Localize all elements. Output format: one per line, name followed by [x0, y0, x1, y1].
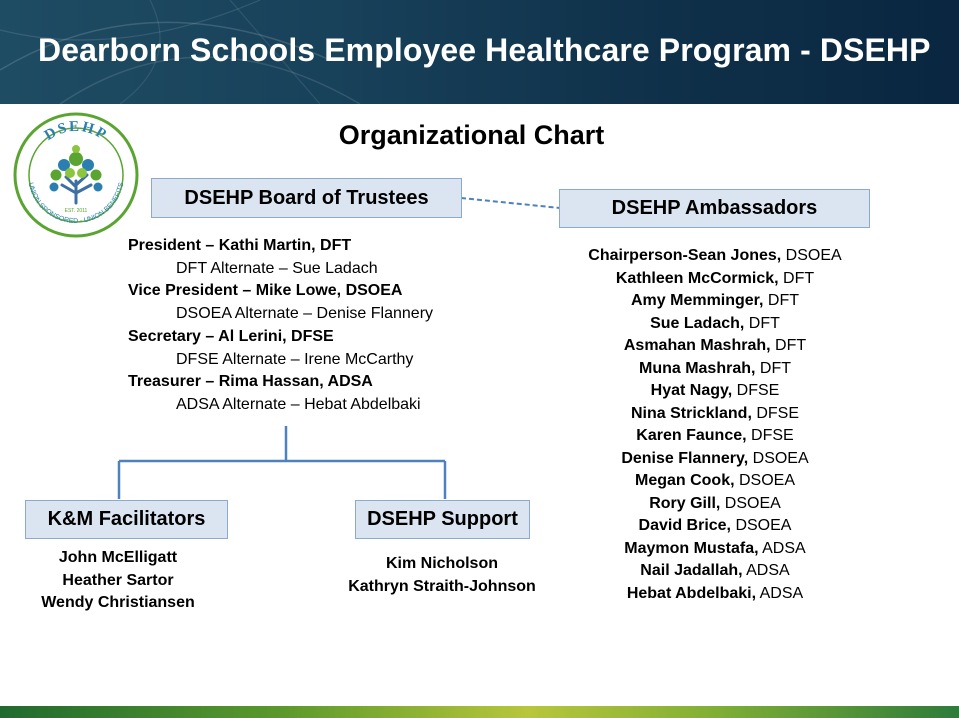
ambassador-org: DFSE — [732, 382, 780, 399]
ambassador-name: Hebat Abdelbaki, — [626, 584, 757, 602]
trustee-officer: Secretary – Al Lerini, DFSE — [128, 327, 334, 345]
ambassador-org: DFSE — [746, 427, 794, 444]
ambassador-org: DFT — [778, 269, 815, 287]
ambassadors-box: DSEHP Ambassadors — [559, 189, 870, 228]
logo-top-text: DSEHP — [41, 118, 111, 144]
list-item — [585, 493, 845, 516]
trustee-alternate: DFSE Alternate – Irene McCarthy — [176, 350, 414, 368]
chart-title: Organizational Chart — [338, 120, 605, 150]
list-item — [585, 268, 845, 291]
list-item — [585, 538, 845, 561]
ambassador-org: DSOEA — [734, 472, 796, 489]
trustee-alternate: DFT Alternate – Sue Ladach — [176, 259, 378, 277]
ambassadors-list — [585, 245, 845, 605]
trustee-officer: Vice President – Mike Lowe, DSOEA — [128, 282, 403, 300]
support-box: DSEHP Support — [355, 500, 530, 539]
ambassador-name: Muna Mashrah, — [638, 359, 756, 377]
list-item — [585, 583, 845, 606]
ambassador-name: Kathleen McCormick, — [615, 269, 779, 287]
dashed-connector — [461, 198, 560, 208]
ambassador-name: Denise Flannery, — [621, 449, 749, 467]
list-item — [585, 560, 845, 583]
list-item — [585, 515, 845, 538]
list-item — [585, 380, 845, 403]
list-item — [585, 335, 845, 358]
ambassador-org: ADSA — [758, 539, 806, 557]
ambassador-name: Rory Gill, — [649, 494, 721, 512]
list-item: Heather Sartor — [62, 571, 174, 589]
trustees-list — [128, 235, 433, 417]
list-item — [585, 290, 845, 313]
ambassador-name: Nail Jadallah, — [640, 562, 743, 579]
page-title: Dearborn Schools Employee Healthcare Program - DSEHP — [38, 32, 931, 68]
footer-band — [0, 706, 959, 718]
ambassador-org: DSOEA — [720, 494, 781, 512]
ambassador-name: Asmahan Mashrah, — [623, 337, 771, 354]
trustee-alternate: ADSA Alternate – Hebat Abdelbaki — [176, 395, 421, 413]
ambassador-name: Chairperson-Sean Jones, — [588, 247, 782, 264]
ambassador-org: DSOEA — [781, 247, 842, 264]
km-facilitators-list — [18, 547, 218, 615]
ambassador-name: Amy Memminger, — [630, 292, 764, 309]
logo-est: EST. 2011 — [64, 208, 88, 214]
board-of-trustees-box: DSEHP Board of Trustees — [151, 178, 462, 218]
km-facilitators-box: K&M Facilitators — [25, 500, 228, 539]
ambassador-name: Hyat Nagy, — [650, 382, 733, 399]
ambassador-org: DSOEA — [748, 449, 809, 467]
ambassador-name: Maymon Mustafa, — [624, 539, 759, 557]
ambassador-name: David Brice, — [638, 517, 731, 534]
list-item — [585, 448, 845, 471]
ambassador-org: DFT — [755, 359, 791, 377]
trustee-officer: Treasurer – Rima Hassan, ADSA — [128, 373, 373, 391]
ambassador-org: DFT — [744, 314, 780, 332]
ambassador-name: Sue Ladach, — [650, 314, 745, 332]
list-item — [585, 358, 845, 381]
list-item: Wendy Christiansen — [41, 594, 195, 611]
list-item — [585, 313, 845, 336]
list-item — [585, 470, 845, 493]
ambassador-org: DFT — [770, 337, 807, 354]
list-item — [585, 403, 845, 426]
ambassador-org: DSOEA — [731, 517, 792, 534]
list-item: John McElligatt — [58, 549, 178, 566]
ambassador-name: Karen Faunce, — [636, 427, 747, 444]
logo-bottom-text: UNION SPONSORED - UNION BENEFITS — [26, 181, 126, 226]
list-item: Kim Nicholson — [385, 555, 498, 572]
ambassador-org: DFT — [763, 292, 800, 309]
trustee-alternate: DSOEA Alternate – Denise Flannery — [176, 305, 434, 323]
ambassador-org: ADSA — [756, 584, 804, 602]
ambassador-name: Megan Cook, — [634, 472, 735, 489]
list-item: Kathryn Straith-Johnson — [348, 577, 536, 595]
ambassador-name: Nina Strickland, — [630, 404, 752, 422]
ambassador-org: ADSA — [742, 562, 790, 579]
list-item — [585, 425, 845, 448]
ambassador-org: DFSE — [751, 404, 800, 422]
support-list — [342, 553, 542, 598]
list-item — [585, 245, 845, 268]
trustee-officer: President – Kathi Martin, DFT — [128, 237, 352, 254]
